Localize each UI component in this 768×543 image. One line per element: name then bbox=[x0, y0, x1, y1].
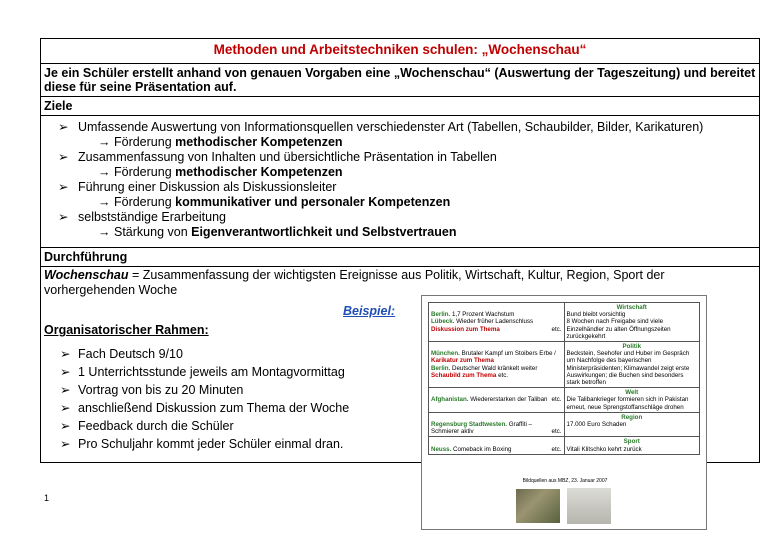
goal-sub-bold: kommunikativer und personaler Kompetenzen bbox=[175, 195, 451, 209]
chart-label: Schaubild zum Thema bbox=[431, 371, 497, 379]
goal-text: selbstständige Erarbeitung bbox=[78, 210, 227, 224]
headline: Graffiti – Schmierer aktiv bbox=[431, 421, 532, 436]
goal-sub-bold: methodischer Kompetenzen bbox=[175, 165, 343, 179]
org-item-text: Vortrag von bis zu 20 Minuten bbox=[78, 383, 244, 397]
chart-thumbnail bbox=[567, 488, 611, 524]
arrowhead-bullet-icon: ➢ bbox=[60, 383, 71, 397]
headline: Comeback im Boxing bbox=[451, 445, 512, 453]
intro-text: Je ein Schüler erstellt anhand von genauen Vorgaben eine „Wochenschau“ (Auswertung der Tageszeitung) und bereitet diese für seine Präsentation auf. bbox=[44, 66, 756, 94]
place-name: Afghanistan. bbox=[431, 396, 469, 404]
etc-label: etc. bbox=[551, 445, 562, 453]
example-cell bbox=[429, 388, 565, 413]
example-cell bbox=[564, 437, 700, 454]
etc-label: etc. bbox=[498, 371, 509, 379]
org-item bbox=[60, 417, 349, 435]
definition-text: = Zusammenfassung der wichtigsten Ereignisse aus Politik, Wirtschaft, Kultur, Region, Sport der vorhergehenden Woche bbox=[44, 268, 665, 297]
goal-text: Umfassende Auswertung von Informationsquellen verschiedenster Art (Tabellen, Schaubilder, Bilder, Karikaturen) bbox=[78, 120, 704, 134]
arrowhead-bullet-icon: ➢ bbox=[60, 347, 71, 361]
arrow-right-icon: → bbox=[98, 165, 111, 179]
divider bbox=[40, 115, 760, 116]
org-item-text: Pro Schuljahr kommt jeder Schüler einmal dran. bbox=[78, 437, 344, 451]
goal-sub-prefix: Förderung bbox=[113, 135, 176, 149]
summary-text: Die Talibankrieger formieren sich in Pakistan erneut, neue Sprengstoffanschläge drohen bbox=[566, 396, 689, 411]
org-item-text: 1 Unterrichtsstunde jeweils am Montagvormittag bbox=[78, 365, 345, 379]
etc-label: etc. bbox=[551, 396, 562, 404]
headline: Brutaler Kampf um Stoibers Erbe / bbox=[459, 350, 556, 358]
cartoon-thumbnail bbox=[516, 489, 560, 523]
arrow-right-icon: → bbox=[98, 135, 111, 149]
org-item-text: Feedback durch die Schüler bbox=[78, 419, 234, 433]
goal-text: Führung einer Diskussion als Diskussionsleiter bbox=[78, 180, 337, 194]
org-item-text: Fach Deutsch 9/10 bbox=[78, 347, 183, 361]
place-name: Berlin. bbox=[431, 364, 451, 372]
procedure-heading: Durchführung bbox=[44, 250, 128, 264]
arrowhead-bullet-icon: ➢ bbox=[60, 365, 71, 379]
discussion-topic-label: Diskussion zum Thema bbox=[431, 325, 500, 333]
goal-item bbox=[58, 150, 758, 180]
place-name: Lübeck. bbox=[431, 318, 455, 326]
example-label: Beispiel: bbox=[343, 304, 396, 318]
page-title: Methoden und Arbeitstechniken schulen: „Wochenschau“ bbox=[213, 42, 587, 57]
divider bbox=[40, 63, 760, 64]
arrow-right-icon: → bbox=[98, 195, 111, 209]
etc-label: etc. bbox=[551, 325, 562, 333]
example-cell bbox=[564, 412, 700, 437]
page-number: 1 bbox=[44, 493, 50, 503]
goals-heading: Ziele bbox=[44, 99, 73, 113]
goal-item bbox=[58, 180, 758, 210]
arrow-right-icon: → bbox=[98, 225, 111, 239]
category-politik: Politik bbox=[622, 343, 642, 351]
place-name: Neuss. bbox=[431, 445, 452, 453]
arrowhead-bullet-icon: ➢ bbox=[60, 419, 71, 433]
summary-text: Vitali Klitschko kehrt zurück bbox=[566, 445, 642, 453]
divider bbox=[40, 96, 760, 97]
headline: Deutscher Wald kränkelt weiter bbox=[450, 364, 538, 372]
summary-text: Beckstein, Seehofer und Huber im Gespräch um Nachfolge des bayerischen Ministerpräsidenten; Klimawandel zeigt erste Auswirkungen; die Buchen sind besonders stark betroffen bbox=[566, 350, 690, 387]
category-wirtschaft: Wirtschaft bbox=[616, 304, 647, 311]
arrowhead-bullet-icon: ➢ bbox=[58, 210, 69, 224]
example-table bbox=[428, 302, 700, 455]
headline: Wiedererstarken der Taliban bbox=[468, 396, 548, 404]
headline: 1,7 Prozent Wachstum bbox=[450, 311, 515, 319]
divider bbox=[40, 266, 760, 267]
category-sport: Sport bbox=[623, 438, 640, 446]
example-cell bbox=[429, 437, 565, 454]
divider bbox=[40, 247, 760, 248]
arrowhead-bullet-icon: ➢ bbox=[60, 437, 71, 451]
etc-label: etc. bbox=[551, 428, 562, 436]
arrowhead-bullet-icon: ➢ bbox=[58, 180, 69, 194]
arrowhead-bullet-icon: ➢ bbox=[58, 150, 69, 164]
org-list bbox=[60, 345, 349, 453]
goal-sub-prefix: Stärkung von bbox=[113, 225, 192, 239]
example-cell bbox=[429, 412, 565, 437]
place-name: Berlin. bbox=[431, 311, 451, 319]
org-item bbox=[60, 435, 349, 453]
goal-text: Zusammenfassung von Inhalten und übersichtliche Präsentation in Tabellen bbox=[78, 150, 497, 164]
org-item bbox=[60, 399, 349, 417]
goal-sub-prefix: Förderung bbox=[113, 195, 176, 209]
goal-item bbox=[58, 120, 758, 150]
example-cell bbox=[429, 303, 565, 342]
org-item bbox=[60, 345, 349, 363]
example-cell bbox=[564, 388, 700, 413]
cartoon-label: Karikatur zum Thema bbox=[431, 357, 494, 365]
goal-item bbox=[58, 210, 758, 240]
place-name: München. bbox=[431, 350, 460, 358]
headline: Wieder früher Ladenschluss bbox=[454, 318, 534, 326]
arrowhead-bullet-icon: ➢ bbox=[60, 401, 71, 415]
definition-term: Wochenschau bbox=[44, 268, 129, 282]
goal-sub-bold: Eigenverantwortlichkeit und Selbstvertrauen bbox=[191, 225, 457, 239]
org-item bbox=[60, 381, 349, 399]
goal-sub-bold: methodischer Kompetenzen bbox=[175, 135, 343, 149]
goals-list bbox=[58, 120, 758, 240]
org-item-text: anschließend Diskussion zum Thema der Woche bbox=[78, 401, 350, 415]
place-name: Regensburg Stadtwesten. bbox=[431, 421, 507, 429]
category-region: Region bbox=[621, 413, 643, 421]
example-cell bbox=[564, 342, 700, 388]
example-cell bbox=[429, 342, 565, 388]
arrowhead-bullet-icon: ➢ bbox=[58, 120, 69, 134]
example-cell bbox=[564, 303, 700, 342]
org-item bbox=[60, 363, 349, 381]
image-credit: Bildquellen aus MBZ, 23. Januar 2007 bbox=[522, 478, 608, 484]
summary-text: Bund bleibt vorsichtig 8 Wochen nach Freigabe sind viele Einzelhändler zu alten Öffnungszeiten zurückgekehrt bbox=[566, 311, 671, 340]
org-heading: Organisatorischer Rahmen: bbox=[44, 323, 209, 337]
summary-text: 17.000 Euro Schaden bbox=[566, 421, 627, 429]
category-welt: Welt bbox=[625, 389, 639, 397]
example-newspaper-card bbox=[421, 295, 707, 530]
wochenschau-definition bbox=[44, 268, 756, 298]
goal-sub-prefix: Förderung bbox=[113, 165, 176, 179]
